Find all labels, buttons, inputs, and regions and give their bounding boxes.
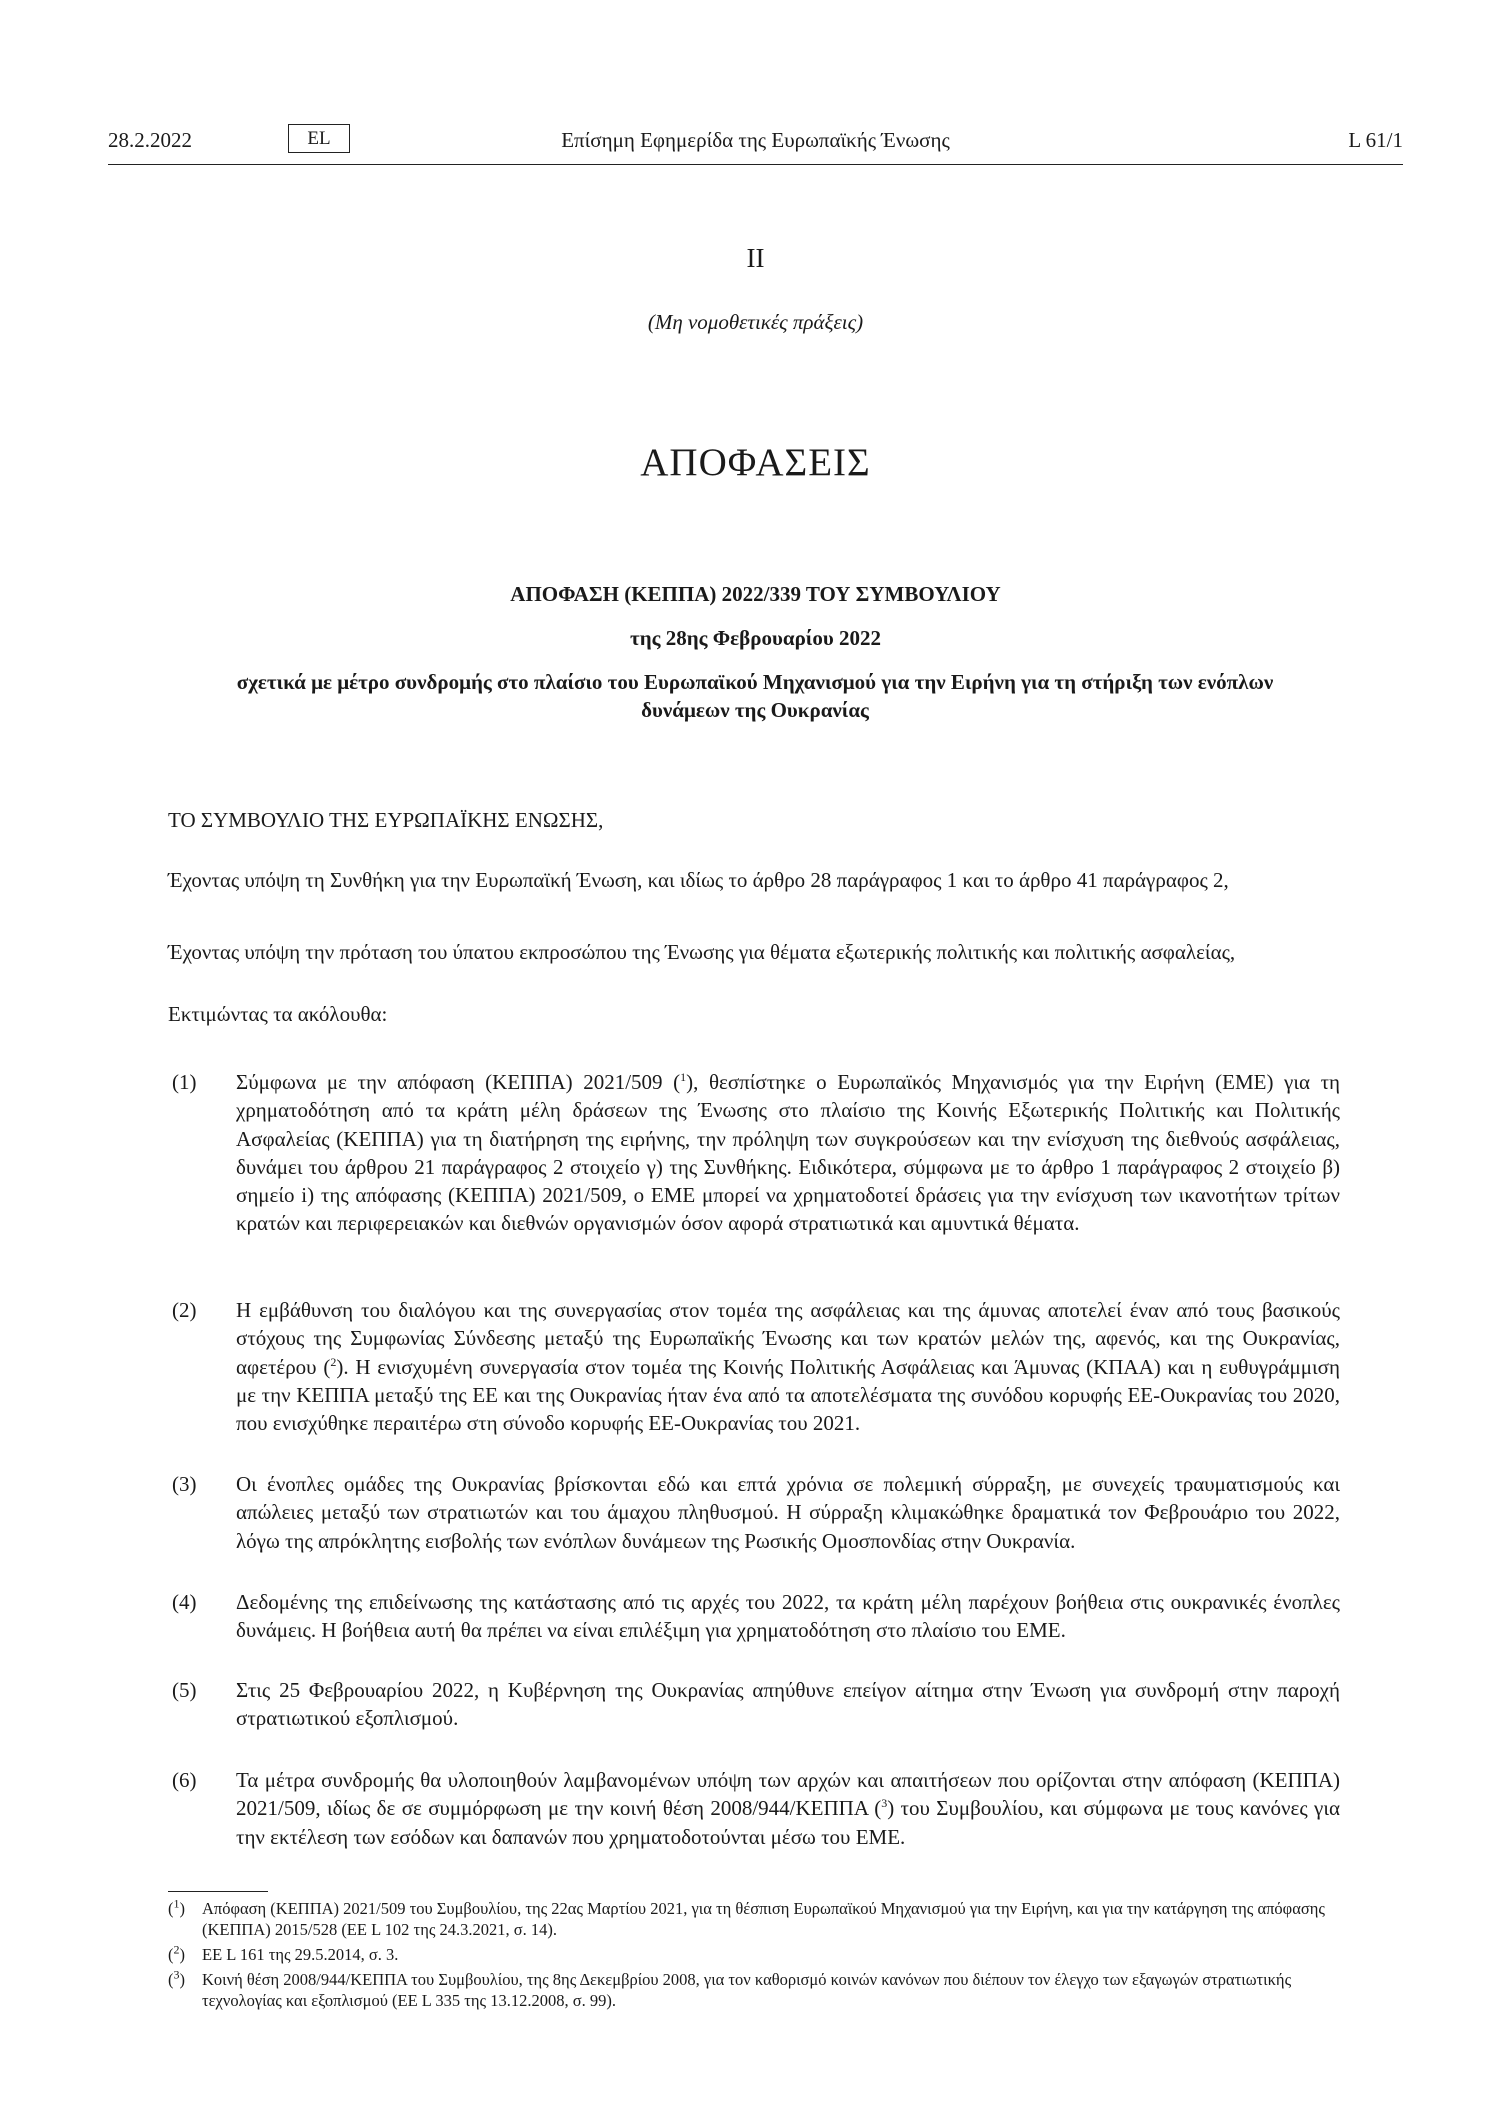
recital-number: (1) — [172, 1070, 197, 1094]
recital-number: (4) — [172, 1590, 197, 1614]
decision-title: ΑΠΟΦΑΣΗ (ΚΕΠΠΑ) 2022/339 ΤΟΥ ΣΥΜΒΟΥΛΙΟΥ — [510, 582, 1001, 606]
recital-text: Η εμβάθυνση του διαλόγου και της συνεργασίας στον τομέα της ασφάλειας και της άμυνας αποτελεί έναν από τους βασικούς στόχους της Συμφωνίας Σύνδεσης μεταξύ της Ευρωπαϊκής Ένωσης και των κρατών μελών της, αφενός, και της Ουκρανίας, αφετέρου ($^2$). Η ενισχυμένη συνεργασία στον τομέα της Κοινής Πολιτικής Ασφάλειας και Άμυνας (ΚΠΑΑ) και η ευθυγράμμιση με την ΚΕΠΠΑ μεταξύ της ΕΕ και της Ουκρανίας ήταν ένα από τα αποτελέσματα της συνόδου κορυφής ΕΕ-Ουκρανίας του 2020, που ενισχύθηκε περαιτέρω στη σύνοδο κορυφής ΕΕ-Ουκρανίας του 2021. — [236, 1298, 1340, 1436]
footnote-text: Απόφαση (ΚΕΠΠΑ) 2021/509 του Συμβουλίου, της 22ας Μαρτίου 2021, για τη θέσπιση Ευρωπαϊκού Μηχανισμού για την Ειρήνη, και για την κατάργηση της απόφασης (ΚΕΠΠΑ) 2015/528 (ΕΕ L 102 της 24.3.2021, σ. 14). — [202, 1899, 1325, 1939]
footnote-number: ($^2$) — [168, 1942, 185, 1964]
recital-text: Σύμφωνα με την απόφαση (ΚΕΠΠΑ) 2021/509 ($^1$), θεσπίστηκε ο Ευρωπαϊκός Μηχανισμός για την Ειρήνη (ΕΜΕ) για τη χρηματοδότηση από τα κράτη μέλη δράσεων της Ένωσης στο πλαίσιο της Κοινής Εξωτερικής Πολιτικής και Πολιτικής Ασφαλείας (ΚΕΠΠΑ) για τη διατήρηση της ειρήνης, την πρόληψη των συγκρούσεων και την ενίσχυση της διεθνούς ασφάλειας, δυνάμει του άρθρου 21 παράγραφος 2 στοιχείο γ) της Συνθήκης. Ειδικότερα, σύμφωνα με το άρθρο 1 παράγραφος 2 στοιχείο β) σημείο i) της απόφασης (ΚΕΠΠΑ) 2021/509, ο ΕΜΕ μπορεί να χρηματοδοτεί δράσεις για την ενίσχυση των ικανοτήτων τρίτων κρατών και περιφερειακών και διεθνών οργανισμών όσον αφορά στρατιωτικά και αμυντικά θέματα. — [236, 1070, 1340, 1236]
part-number: II — [746, 243, 765, 273]
footnote-ref[interactable]: 3 — [881, 1796, 888, 1811]
recital — [172, 1068, 1340, 1238]
decision-date: της 28ης Φεβρουαρίου 2022 — [630, 626, 881, 650]
section-title: ΑΠΟΦΑΣΕΙΣ — [640, 441, 871, 484]
recital-number: (3) — [172, 1472, 197, 1496]
footnote — [168, 1969, 1340, 2011]
recital-number: (5) — [172, 1678, 197, 1702]
footnote-ref[interactable]: 2 — [330, 1354, 337, 1369]
recital — [172, 1766, 1340, 1851]
footnote-text: ΕΕ L 161 της 29.5.2014, σ. 3. — [202, 1945, 399, 1964]
recital — [172, 1296, 1340, 1437]
recital-number: (2) — [172, 1298, 197, 1322]
decision-subject: σχετικά με μέτρο συνδρομής στο πλαίσιο του Ευρωπαϊκού Μηχανισμού για την Ειρήνη για τη στήριξη των ενόπλων δυνάμεων της Ουκρανίας — [236, 670, 1274, 722]
footnote-number: ($^3$) — [168, 1967, 185, 1989]
language-badge: EL — [288, 124, 350, 153]
recital-text: Οι ένοπλες ομάδες της Ουκρανίας βρίσκονται εδώ και επτά χρόνια σε πολεμική σύρραξη, με συνεχείς τραυματισμούς και απώλειες μεταξύ των στρατιωτών και του άμαχου πληθυσμού. Η σύρραξη κλιμακώθηκε δραματικά τον Φεβρουάριο του 2022, λόγω της απρόκλητης εισβολής των ενόπλων δυνάμεων της Ρωσικής Ομοσπονδίας στην Ουκρανία. — [236, 1472, 1340, 1553]
footnote — [168, 1944, 1340, 1965]
footnote — [168, 1898, 1340, 1940]
recital-text: Δεδομένης της επιδείνωσης της κατάστασης από τις αρχές του 2022, τα κράτη μέλη παρέχουν βοήθεια στις ουκρανικές ένοπλες δυνάμεις. Η βοήθεια αυτή θα πρέπει να είναι επιλέξιμη για χρηματοδότηση στο πλαίσιο του ΕΜΕ. — [236, 1590, 1340, 1643]
preamble-proposal: Έχοντας υπόψη την πρόταση του ύπατου εκπροσώπου της Ένωσης για θέματα εξωτερικής πολιτικής και πολιτικής ασφαλείας, — [168, 940, 1236, 964]
recital — [172, 1470, 1340, 1555]
footnote-number: ($^1$) — [168, 1896, 185, 1918]
recital — [172, 1676, 1340, 1733]
recital — [172, 1588, 1340, 1645]
journal-title: Επίσημη Εφημερίδα της Ευρωπαϊκής Ένωσης — [561, 128, 950, 152]
recital-number: (6) — [172, 1768, 197, 1792]
footnote-separator — [168, 1891, 268, 1892]
publication-date: 28.2.2022 — [108, 128, 192, 152]
recital-text: Στις 25 Φεβρουαρίου 2022, η Κυβέρνηση της Ουκρανίας απηύθυνε επείγον αίτημα στην Ένωση για συνδρομή στην παροχή στρατιωτικού εξοπλισμού. — [236, 1678, 1340, 1731]
footnote-ref[interactable]: 1 — [680, 1070, 687, 1084]
preamble-whereas: Εκτιμώντας τα ακόλουθα: — [168, 1002, 388, 1026]
preamble-treaty: Έχοντας υπόψη τη Συνθήκη για την Ευρωπαϊκή Ένωση, και ιδίως το άρθρο 28 παράγραφος 1 και το άρθρο 41 παράγραφος 2, — [168, 868, 1229, 892]
part-subtitle: (Μη νομοθετικές πράξεις) — [647, 310, 864, 334]
preamble-council: ΤΟ ΣΥΜΒΟΥΛΙΟ ΤΗΣ ΕΥΡΩΠΑΪΚΗΣ ΕΝΩΣΗΣ, — [168, 808, 604, 832]
page-reference: L 61/1 — [1348, 128, 1403, 152]
footnote-text: Κοινή θέση 2008/944/ΚΕΠΠΑ του Συμβουλίου, της 8ης Δεκεμβρίου 2008, για τον καθορισμό κοινών κανόνων που διέπουν τον έλεγχο των εξαγωγών στρατιωτικής τεχνολογίας και εξοπλισμού (ΕΕ L 335 της 13.12.2008, σ. 99). — [202, 1970, 1292, 2010]
recital-text: Τα μέτρα συνδρομής θα υλοποιηθούν λαμβανομένων υπόψη των αρχών και απαιτήσεων που ορίζονται στην απόφαση (ΚΕΠΠΑ) 2021/509, ιδίως δε σε συμμόρφωση με την κοινή θέση 2008/944/ΚΕΠΠΑ ($^3$) του Συμβουλίου, και σύμφωνα με τους κανόνες για την εκτέλεση των εσόδων και δαπανών που χρηματοδοτούνται μέσω του ΕΜΕ. — [236, 1768, 1340, 1849]
journal-header — [108, 124, 1403, 165]
